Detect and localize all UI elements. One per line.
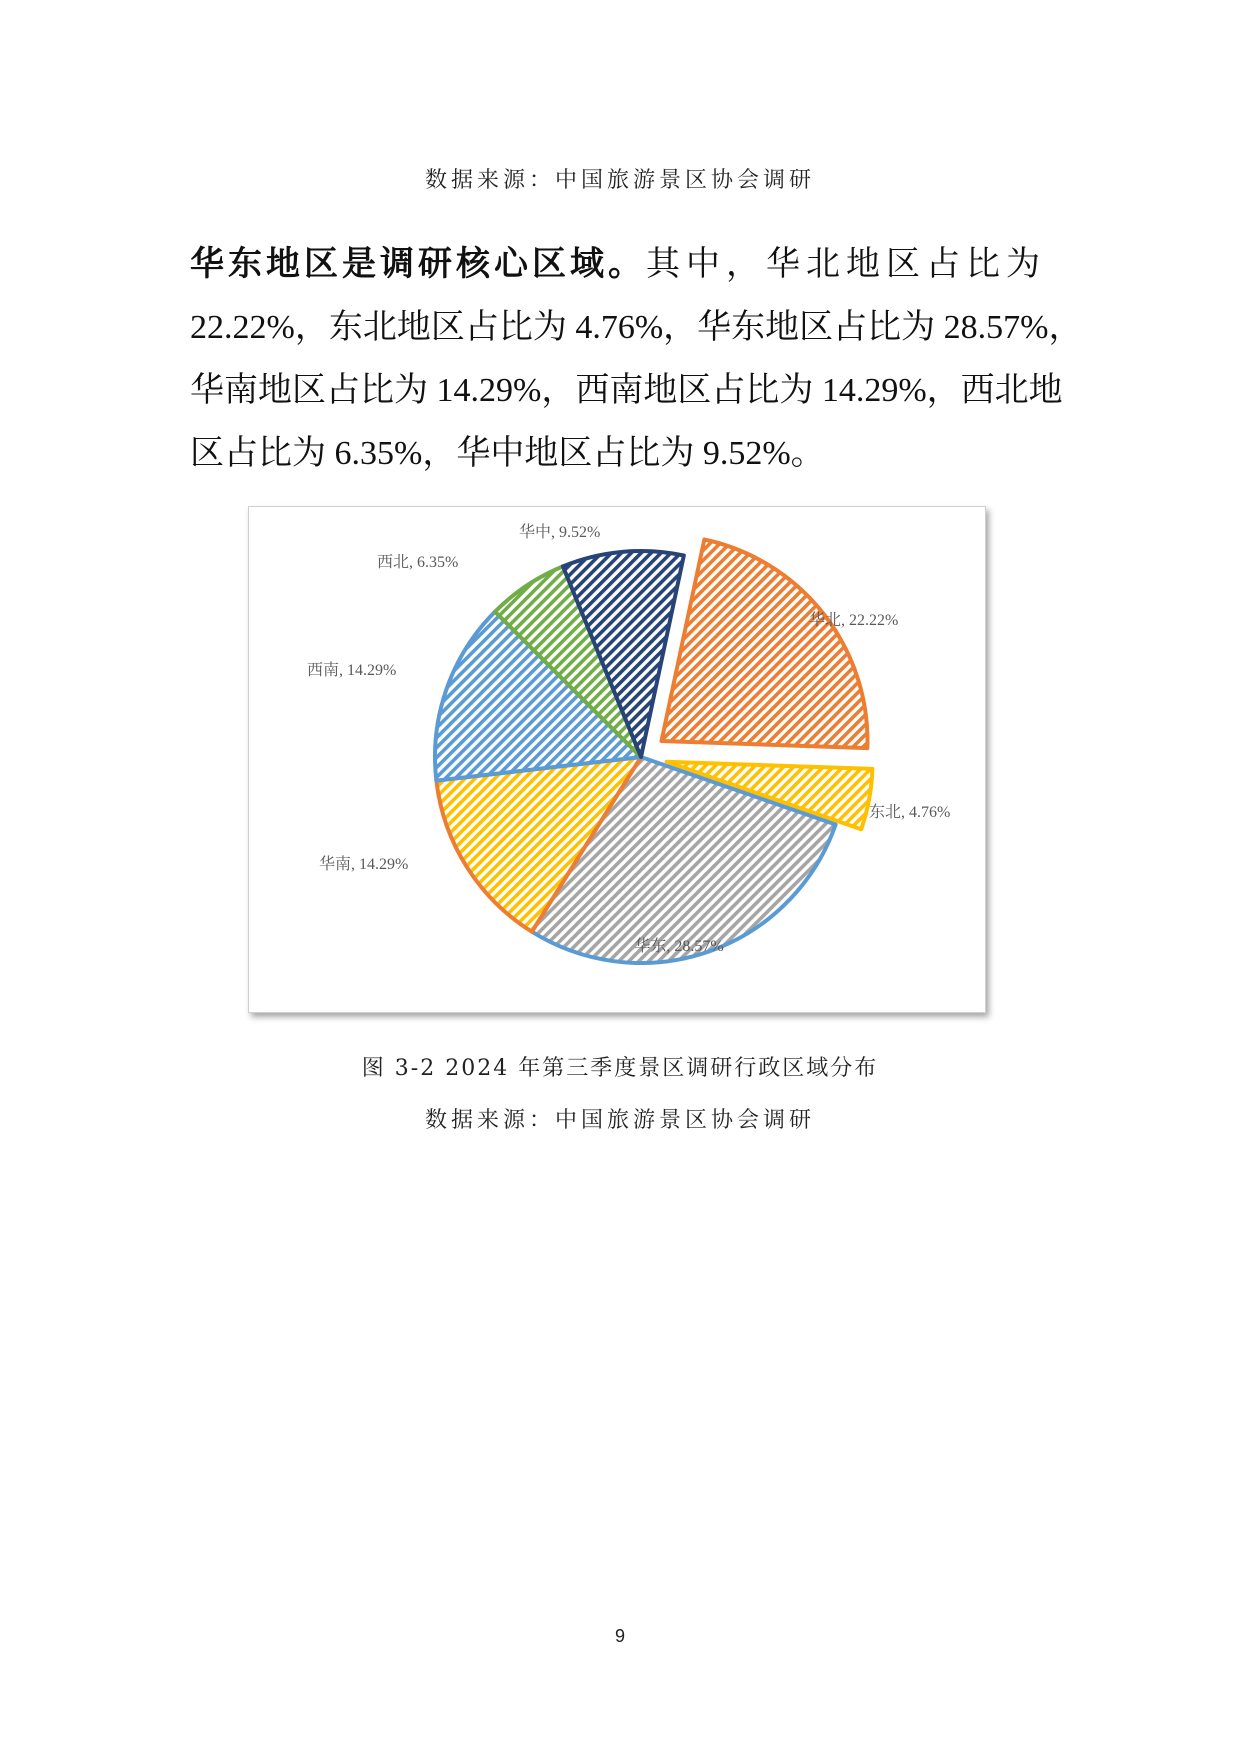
pie-label-xinan: 西南, 14.29%	[307, 662, 397, 679]
pie-label-huazhong: 华中, 9.52%	[519, 524, 601, 541]
paragraph-line-3: 华南地区占比为 14.29%，西南地区占比为 14.29%，西北地	[190, 372, 1063, 409]
body-paragraph	[190, 233, 1083, 485]
pie-label-huabei: 华北, 22.22%	[809, 612, 899, 629]
pie-slice-huabei	[661, 539, 867, 748]
page-number: 9	[614, 1626, 625, 1646]
paragraph-line1-rest: 其中，华北地区占比为	[646, 246, 1046, 283]
pie-label-huadong: 华东, 28.57%	[634, 938, 724, 955]
pie-chart	[249, 507, 985, 1012]
pie-label-dongbei: 东北, 4.76%	[869, 804, 951, 821]
source-note-bottom: 数据来源：中国旅游景区协会调研	[424, 1108, 815, 1133]
pie-chart-frame	[248, 506, 986, 1013]
paragraph-line-1	[190, 233, 1052, 296]
source-note-top: 数据来源：中国旅游景区协会调研	[424, 168, 815, 193]
pie-label-xibei: 西北, 6.35%	[377, 554, 459, 571]
paragraph-line-2: 22.22%，东北地区占比为 4.76%，华东地区占比为 28.57%，	[190, 309, 1083, 346]
paragraph-lead-bold: 华东地区是调研核心区域。	[190, 244, 646, 284]
pie-label-huanan: 华南, 14.29%	[319, 856, 409, 873]
paragraph-line-4: 区占比为 6.35%，华中地区占比为 9.52%。	[190, 435, 825, 472]
pie-slices	[435, 539, 872, 963]
figure-caption: 图 3-2 2024 年第三季度景区调研行政区域分布	[361, 1056, 879, 1081]
